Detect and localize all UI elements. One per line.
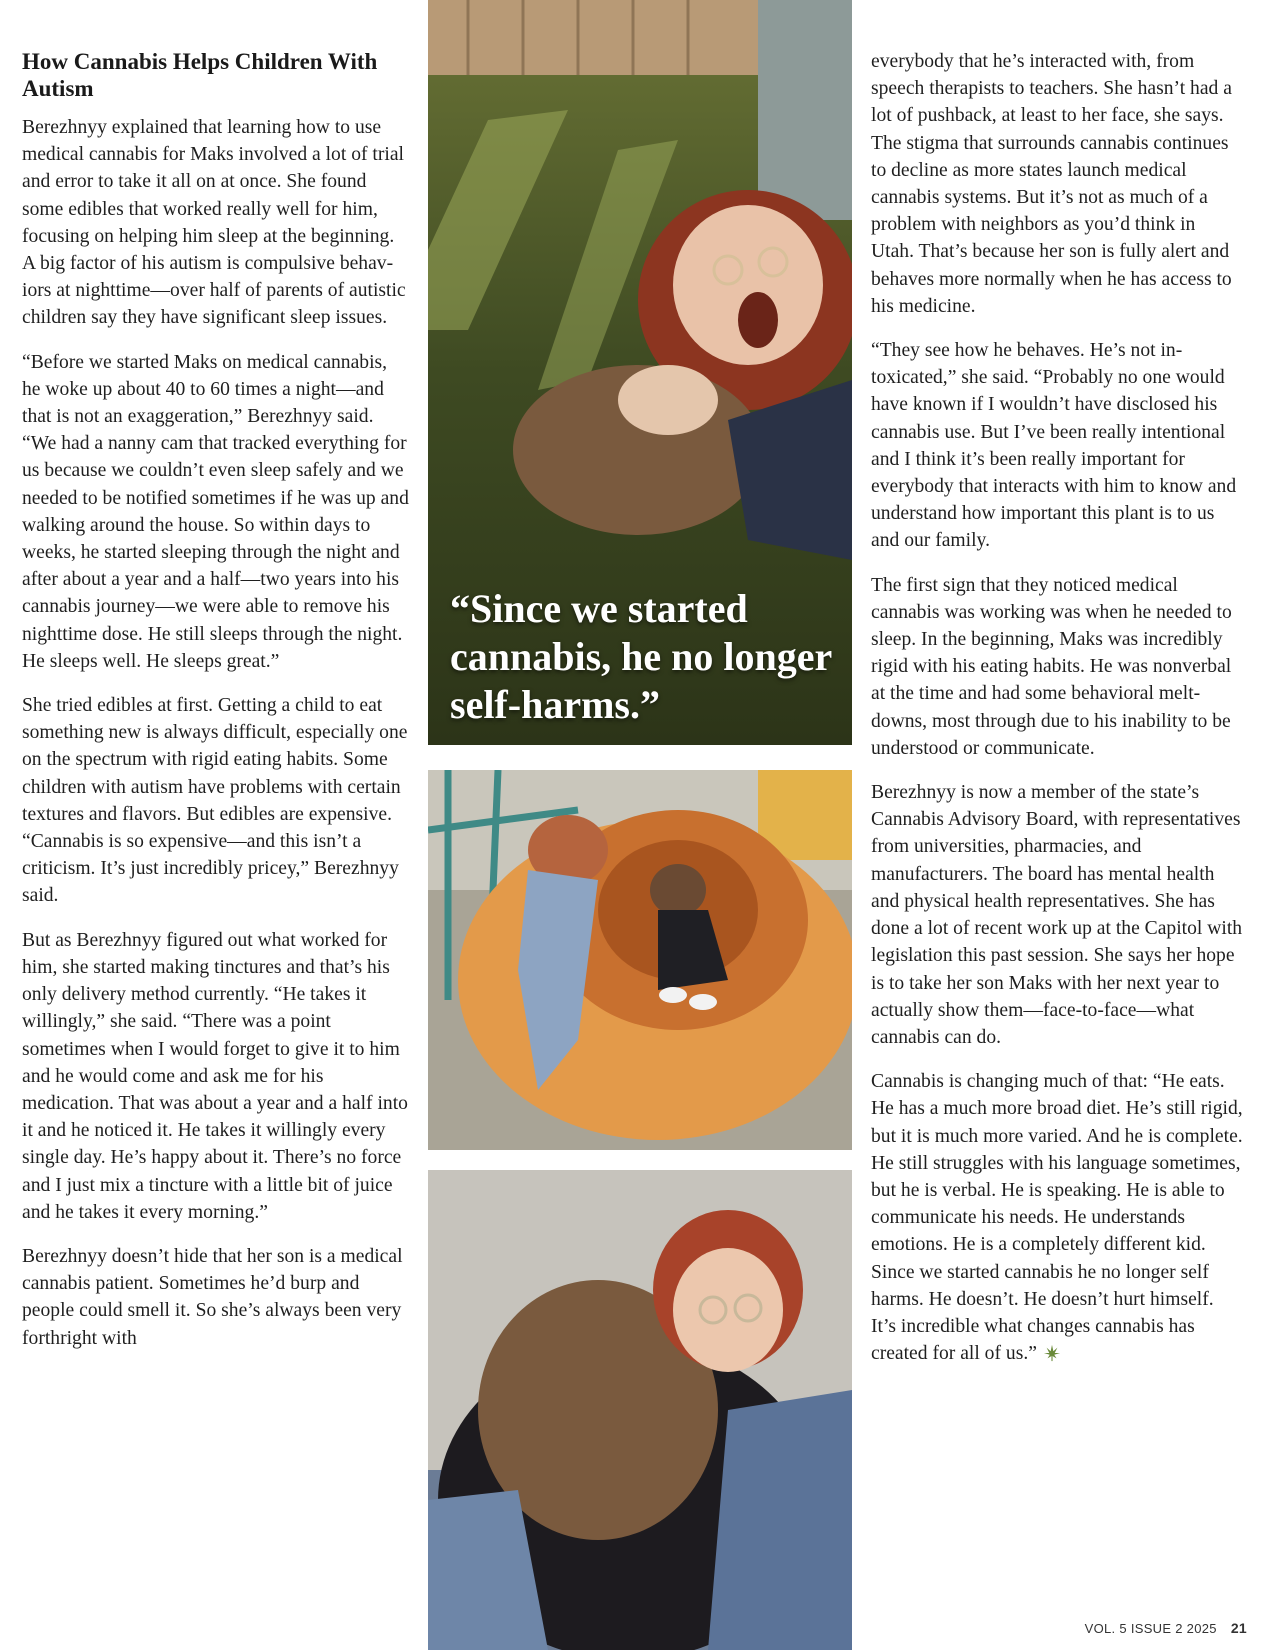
- body-paragraph: The first sign that they noticed medical cannabis was working was when he needed to sleep. In the beginning, Maks was incredibly rigid with his eating habits. He was nonverbal at the time and had some behavioral meltdowns, most through due to his inability to be understood or communicate.: [871, 574, 1232, 759]
- body-paragraph-final: [871, 1068, 1243, 1370]
- body-paragraph: “Before we started Maks on medical cannabis, he woke up about 40 to 60 times a night—and that is not an exaggeration,” Berezhnyy said. “We had a nanny cam that tracked everything for us because we couldn’t even sleep safely and we needed to be notified sometimes if he was up and walking around the house. So within days to weeks, he started sleeping through the night and after about a year and a half—two years into his cannabis journey—we were able to remove his nighttime dose. He still sleeps through the night. He sleeps well. He sleeps great.”: [22, 351, 409, 672]
- photo-playground-slide-image: [428, 770, 852, 1150]
- photo-hug: [428, 1170, 852, 1650]
- issue-label: VOL. 5 ISSUE 2 2025: [1084, 1621, 1217, 1636]
- body-paragraph: Berezhnyy is now a member of the state’s Cannabis Advisory Board, with representatives from universities, pharmacies, and manufacturers. The board has mental health and physical health representatives. She has done a lot of recent work up at the Capitol with legislation this past session. She says her hope is to take her son Maks with her next year to actually show them—face-to-face—what cannabis can do.: [871, 782, 1243, 1048]
- body-paragraph: She tried edibles at first. Getting a child to eat something new is always difficult, especially one on the spectrum with rigid eating habits. Some children with autism have problems with certain textures and flavors. But edibles are expensive. “Cannabis is so expensive—and this isn’t a criticism. It’s just incredibly pricey,” Berezhnyy said.: [22, 695, 408, 907]
- right-column: [871, 48, 1243, 1387]
- body-paragraph: Berezhnyy doesn’t hide that her son is a medical cannabis patient. Sometimes he’d burp and people could smell it. So she’s always been very forthright with: [22, 1245, 403, 1349]
- photo-playground-slide: [428, 770, 852, 1150]
- photo-hug-image: [428, 1170, 852, 1650]
- body-paragraph: “They see how he behaves. He’s not intoxicated,” she said. “Probably no one would have known if I wouldn’t have disclosed his cannabis use. But I’ve been really intentional and I think it’s been really important for everybody that interacts with him to know and understand how important this plant is to us and our family.: [871, 340, 1237, 552]
- body-paragraph: everybody that he’s interacted with, from speech therapists to teachers. She hasn’t had a lot of pushback, at least to her face, she says. The stigma that surrounds cannabis continues to decline as more states launch medical cannabis systems. But it’s not as much of a problem with neighbors as you’d think in Utah. That’s because her son is fully alert and behaves more normally when he has access to his medicine.: [871, 51, 1232, 317]
- page-number: 21: [1230, 1620, 1247, 1636]
- left-column: [22, 48, 410, 1369]
- page-footer: [1085, 1620, 1247, 1636]
- cannabis-leaf-icon: [1043, 1343, 1061, 1370]
- pull-quote: “Since we started cannabis, he no longer self-harms.”: [450, 586, 832, 727]
- article-heading: How Cannabis Helps Children With Autism: [22, 49, 378, 101]
- body-paragraph: Berezhnyy explained that learning how to use medical cannabis for Maks involved a lot of trial and error to take it all on at once. She found some edibles that worked really well for him, focusing on helping him sleep at the beginning. A big factor of his autism is compulsive behaviors at nighttime—over half of parents of autistic children say they have significant sleep issues.: [22, 117, 406, 329]
- body-paragraph: But as Berezhnyy figured out what worked for him, she started making tinctures and that’s his only delivery method currently. “He takes it willingly,” she said. “There was a point sometimes when I would forget to give it to him and he would come and ask me for his medication. That was about a year and a half into it and he noticed it. He takes it willingly every single day. He’s happy about it. There’s no force and I just mix a tincture with a little bit of juice and he takes it every morning.”: [22, 929, 408, 1223]
- final-paragraph-text: Cannabis is changing much of that: “He eats. He has a much more broad diet. He’s still rigid, but it is much more varied. And he is complete. He still struggles with his language sometimes, but he is verbal. He is speaking. He is able to communicate his needs. He understands emotions. He is a completely different kid. Since we started cannabis he no longer self harms. He doesn’t. He doesn’t hurt himself. It’s incredible what changes cannabis has created for all of us.”: [871, 1071, 1243, 1365]
